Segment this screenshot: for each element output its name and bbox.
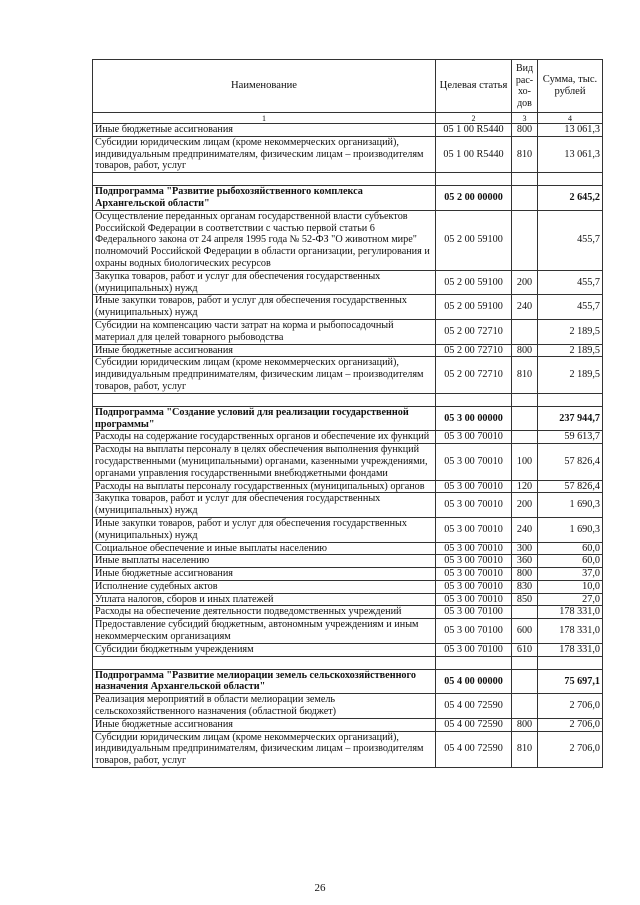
sum-cell: 2 189,5 xyxy=(538,319,603,344)
sum-cell: 237 944,7 xyxy=(538,406,603,431)
target-article-cell: 05 2 00 59100 xyxy=(436,210,512,270)
target-article-cell: 05 3 00 70010 xyxy=(436,517,512,542)
table-row xyxy=(93,319,603,344)
table-row xyxy=(93,431,603,444)
item-name-cell: Закупка товаров, работ и услуг для обеспечения государственных (муниципальных) нужд xyxy=(93,270,436,295)
subprogram-row xyxy=(93,186,603,211)
expense-type-cell: 240 xyxy=(512,517,538,542)
expense-type-cell: 810 xyxy=(512,731,538,767)
target-article-cell: 05 2 00 72710 xyxy=(436,319,512,344)
item-name-cell: Подпрограмма "Создание условий для реализации государственной программы" xyxy=(93,406,436,431)
header-expense-type: Вид рас-хо-дов xyxy=(512,60,538,113)
target-article-cell: 05 1 00 R5440 xyxy=(436,136,512,172)
sum-cell: 178 331,0 xyxy=(538,643,603,656)
subprogram-row xyxy=(93,669,603,694)
expense-type-cell: 800 xyxy=(512,344,538,357)
table-row xyxy=(93,517,603,542)
target-article-cell: 05 4 00 72590 xyxy=(436,718,512,731)
target-article-cell: 05 3 00 70100 xyxy=(436,619,512,644)
item-name-cell: Иные выплаты населению xyxy=(93,555,436,568)
expense-type-cell xyxy=(512,694,538,719)
target-article-cell: 05 1 00 R5440 xyxy=(436,124,512,137)
expense-type-cell xyxy=(512,669,538,694)
column-number: 2 xyxy=(436,113,512,124)
item-name-cell: Иные бюджетные ассигнования xyxy=(93,568,436,581)
item-name-cell: Подпрограмма "Развитие мелиорации земель сельскохозяйственного назначения Архангельской области" xyxy=(93,669,436,694)
spacer-cell xyxy=(436,656,512,669)
spacer-cell xyxy=(436,393,512,406)
table-row xyxy=(93,136,603,172)
target-article-cell: 05 3 00 70010 xyxy=(436,493,512,518)
spacer-row xyxy=(93,173,603,186)
column-number: 4 xyxy=(538,113,603,124)
expense-type-cell xyxy=(512,210,538,270)
sum-cell: 2 189,5 xyxy=(538,357,603,393)
target-article-cell: 05 3 00 70010 xyxy=(436,593,512,606)
item-name-cell: Иные бюджетные ассигнования xyxy=(93,718,436,731)
target-article-cell: 05 3 00 70010 xyxy=(436,568,512,581)
item-name-cell: Субсидии юридическим лицам (кроме некоммерческих организаций), индивидуальным предпринимателям, физическим лицам – производителям товаров, работ, услуг xyxy=(93,357,436,393)
sum-cell: 455,7 xyxy=(538,295,603,320)
target-article-cell: 05 4 00 72590 xyxy=(436,694,512,719)
table-row xyxy=(93,295,603,320)
item-name-cell: Расходы на обеспечение деятельности подведомственных учреждений xyxy=(93,606,436,619)
target-article-cell: 05 3 00 70010 xyxy=(436,431,512,444)
table-row xyxy=(93,124,603,137)
table-row xyxy=(93,718,603,731)
target-article-cell: 05 3 00 70010 xyxy=(436,542,512,555)
sum-cell: 57 826,4 xyxy=(538,444,603,480)
expense-type-cell: 800 xyxy=(512,568,538,581)
target-article-cell: 05 2 00 00000 xyxy=(436,186,512,211)
table-row xyxy=(93,643,603,656)
column-number: 1 xyxy=(93,113,436,124)
expense-type-cell: 600 xyxy=(512,619,538,644)
expense-type-cell xyxy=(512,431,538,444)
header-sum: Сумма, тыс. рублей xyxy=(538,60,603,113)
table-row xyxy=(93,619,603,644)
target-article-cell: 05 3 00 70100 xyxy=(436,606,512,619)
spacer-row xyxy=(93,393,603,406)
item-name-cell: Субсидии бюджетным учреждениям xyxy=(93,643,436,656)
spacer-cell xyxy=(436,173,512,186)
sum-cell: 1 690,3 xyxy=(538,493,603,518)
table-row xyxy=(93,270,603,295)
table-row xyxy=(93,580,603,593)
target-article-cell: 05 3 00 70010 xyxy=(436,555,512,568)
column-number-row xyxy=(93,113,603,124)
table-body xyxy=(93,124,603,768)
item-name-cell: Расходы на выплаты персоналу государственных (муниципальных) органов xyxy=(93,480,436,493)
expense-type-cell: 810 xyxy=(512,136,538,172)
sum-cell: 455,7 xyxy=(538,210,603,270)
table-row xyxy=(93,542,603,555)
header-target-article: Целевая статья xyxy=(436,60,512,113)
sum-cell: 75 697,1 xyxy=(538,669,603,694)
sum-cell: 2 645,2 xyxy=(538,186,603,211)
header-name: Наименование xyxy=(93,60,436,113)
item-name-cell: Осуществление переданных органам государственной власти субъектов Российской Федерации в соответствии с частью первой статьи 6 Федерального закона от 24 апреля 1995 года № 52-ФЗ "О животном мире" полномочий Российской Федерации в области организации, регулирования и охраны водных биологических ресурсов xyxy=(93,210,436,270)
subprogram-row xyxy=(93,406,603,431)
table-row xyxy=(93,357,603,393)
sum-cell: 13 061,3 xyxy=(538,124,603,137)
target-article-cell: 05 3 00 00000 xyxy=(436,406,512,431)
table-row xyxy=(93,444,603,480)
expense-type-cell xyxy=(512,186,538,211)
sum-cell: 2 706,0 xyxy=(538,731,603,767)
item-name-cell: Субсидии на компенсацию части затрат на корма и рыбопосадочный материал для целей товарного рыбоводства xyxy=(93,319,436,344)
item-name-cell: Закупка товаров, работ и услуг для обеспечения государственных (муниципальных) нужд xyxy=(93,493,436,518)
spacer-cell xyxy=(512,656,538,669)
target-article-cell: 05 3 00 70010 xyxy=(436,444,512,480)
target-article-cell: 05 2 00 59100 xyxy=(436,270,512,295)
table-row xyxy=(93,555,603,568)
item-name-cell: Иные бюджетные ассигнования xyxy=(93,344,436,357)
table-row xyxy=(93,694,603,719)
spacer-cell xyxy=(93,393,436,406)
expense-type-cell: 200 xyxy=(512,493,538,518)
target-article-cell: 05 4 00 72590 xyxy=(436,731,512,767)
sum-cell: 455,7 xyxy=(538,270,603,295)
item-name-cell: Иные бюджетные ассигнования xyxy=(93,124,436,137)
header-row xyxy=(93,60,603,113)
spacer-cell xyxy=(512,393,538,406)
item-name-cell: Иные закупки товаров, работ и услуг для обеспечения государственных (муниципальных) нужд xyxy=(93,517,436,542)
expense-type-cell: 810 xyxy=(512,357,538,393)
target-article-cell: 05 3 00 70100 xyxy=(436,643,512,656)
item-name-cell: Реализация мероприятий в области мелиорации земель сельскохозяйственного назначения (областной бюджет) xyxy=(93,694,436,719)
table-row xyxy=(93,606,603,619)
expense-type-cell: 200 xyxy=(512,270,538,295)
item-name-cell: Исполнение судебных актов xyxy=(93,580,436,593)
expense-type-cell: 120 xyxy=(512,480,538,493)
page-number: 26 xyxy=(314,882,326,894)
target-article-cell: 05 4 00 00000 xyxy=(436,669,512,694)
expense-type-cell: 240 xyxy=(512,295,538,320)
expense-type-cell: 800 xyxy=(512,124,538,137)
target-article-cell: 05 2 00 72710 xyxy=(436,357,512,393)
item-name-cell: Субсидии юридическим лицам (кроме некоммерческих организаций), индивидуальным предпринимателям, физическим лицам – производителям товаров, работ, услуг xyxy=(93,136,436,172)
sum-cell: 2 189,5 xyxy=(538,344,603,357)
budget-table xyxy=(92,59,603,768)
expense-type-cell xyxy=(512,606,538,619)
expense-type-cell: 300 xyxy=(512,542,538,555)
item-name-cell: Уплата налогов, сборов и иных платежей xyxy=(93,593,436,606)
sum-cell: 13 061,3 xyxy=(538,136,603,172)
sum-cell: 57 826,4 xyxy=(538,480,603,493)
spacer-cell xyxy=(93,656,436,669)
spacer-row xyxy=(93,656,603,669)
column-number: 3 xyxy=(512,113,538,124)
sum-cell: 178 331,0 xyxy=(538,619,603,644)
item-name-cell: Социальное обеспечение и иные выплаты населению xyxy=(93,542,436,555)
table-row xyxy=(93,344,603,357)
target-article-cell: 05 3 00 70010 xyxy=(436,580,512,593)
sum-cell: 10,0 xyxy=(538,580,603,593)
sum-cell: 60,0 xyxy=(538,542,603,555)
item-name-cell: Субсидии юридическим лицам (кроме некоммерческих организаций), индивидуальным предпринимателям, физическим лицам – производителям товаров, работ, услуг xyxy=(93,731,436,767)
table-row xyxy=(93,568,603,581)
item-name-cell: Расходы на содержание государственных органов и обеспечение их функций xyxy=(93,431,436,444)
sum-cell: 27,0 xyxy=(538,593,603,606)
item-name-cell: Иные закупки товаров, работ и услуг для обеспечения государственных (муниципальных) нужд xyxy=(93,295,436,320)
target-article-cell: 05 3 00 70010 xyxy=(436,480,512,493)
sum-cell: 1 690,3 xyxy=(538,517,603,542)
table-row xyxy=(93,210,603,270)
table-row xyxy=(93,480,603,493)
table-row xyxy=(93,731,603,767)
spacer-cell xyxy=(93,173,436,186)
spacer-cell xyxy=(538,173,603,186)
table-row xyxy=(93,593,603,606)
sum-cell: 60,0 xyxy=(538,555,603,568)
target-article-cell: 05 2 00 59100 xyxy=(436,295,512,320)
expense-type-cell: 610 xyxy=(512,643,538,656)
spacer-cell xyxy=(538,656,603,669)
spacer-cell xyxy=(512,173,538,186)
expense-type-cell xyxy=(512,406,538,431)
sum-cell: 2 706,0 xyxy=(538,694,603,719)
expense-type-cell xyxy=(512,319,538,344)
item-name-cell: Подпрограмма "Развитие рыбохозяйственного комплекса Архангельской области" xyxy=(93,186,436,211)
table-header xyxy=(93,60,603,124)
target-article-cell: 05 2 00 72710 xyxy=(436,344,512,357)
expense-type-cell: 360 xyxy=(512,555,538,568)
expense-type-cell: 850 xyxy=(512,593,538,606)
sum-cell: 59 613,7 xyxy=(538,431,603,444)
expense-type-cell: 800 xyxy=(512,718,538,731)
item-name-cell: Предоставление субсидий бюджетным, автономным учреждениям и иным некоммерческим организациям xyxy=(93,619,436,644)
sum-cell: 2 706,0 xyxy=(538,718,603,731)
expense-type-cell: 830 xyxy=(512,580,538,593)
sum-cell: 37,0 xyxy=(538,568,603,581)
sum-cell: 178 331,0 xyxy=(538,606,603,619)
spacer-cell xyxy=(538,393,603,406)
table-row xyxy=(93,493,603,518)
expense-type-cell: 100 xyxy=(512,444,538,480)
item-name-cell: Расходы на выплаты персоналу в целях обеспечения выполнения функций государственными (муниципальными) органами, казенными учреждениями, органами управления государственными внебюджетными фондами xyxy=(93,444,436,480)
